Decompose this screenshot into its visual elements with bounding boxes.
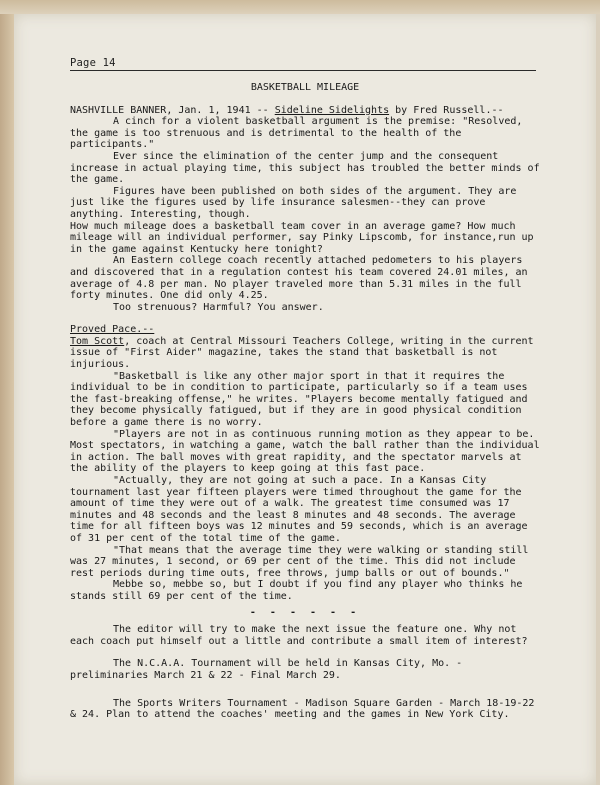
- paragraph: An Eastern college coach recently attached pedometers to his players and discovered that in a regulation contest his team covered 24.01 miles, an average of 4.8 per man. No player traveled more than 5.31 miles in the full forty minutes. One did only 4.25.: [70, 255, 528, 302]
- note-paragraph: The N.C.A.A. Tournament will be held in Kansas City, Mo. - preliminaries March 21 & 22 - Final March 29.: [70, 658, 463, 681]
- section-divider: - - - - - -: [249, 606, 361, 618]
- spacer: [70, 647, 540, 658]
- note-paragraph: The Sports Writers Tournament - Madison Square Garden - March 18-19-22 & 24. Plan to attend the coaches' meeting and the games in New York City.: [70, 697, 535, 721]
- section2-heading-line: [70, 324, 540, 336]
- section2-heading: Proved Pace.--: [70, 324, 155, 336]
- column-name: Sideline Sidelights: [274, 104, 390, 116]
- paragraph: "Actually, they are not going at such a pace. In a Kansas City tournament last year fifteen players were timed throughout the game for the amount of time they were out of a walk. The greatest time consumed was 17 minutes and 48 seconds and the least 8 minutes and 48 seconds. The average time for all fifteen boys was 12 minutes and 59 seconds, which is an average of 31 per cent of the total time of the game.: [70, 475, 528, 544]
- article-title: BASKETBALL MILEAGE: [250, 82, 360, 93]
- note-paragraph: The editor will try to make the next issue the feature one. Why not each coach put himself out a little and contribute a small item of interest?: [70, 624, 528, 647]
- source-name: NASHVILLE BANNER, Jan. 1, 1941 --: [70, 104, 269, 116]
- header-rule: [70, 70, 536, 71]
- article-body: [70, 82, 540, 721]
- paragraph: Mebbe so, mebbe so, but I doubt if you find any player who thinks he stands still 69 per cent of the time.: [70, 579, 523, 602]
- paragraph: A cinch for a violent basketball argument is the premise: "Resolved, the game is too strenuous and is detrimental to the health of the participants.": [70, 116, 523, 151]
- page-top-edge: [0, 0, 600, 14]
- byline: by Fred Russell.--: [395, 104, 504, 116]
- paragraph: Too strenuous? Harmful? You answer.: [113, 301, 324, 313]
- section1-source-line: [70, 105, 540, 117]
- page-number: Page 14: [70, 57, 116, 69]
- spacer: [70, 682, 540, 698]
- section2-lead: [70, 336, 540, 371]
- paragraph: How much mileage does a basketball team cover in an average game? How much mileage will an individual performer, say Pinky Lipscomb, for instance,run up in the game against Kentucky here tonight?: [70, 220, 534, 255]
- spacer: [70, 313, 540, 324]
- paragraph: "That means that the average time they were walking or standing still was 27 minutes, 1 second, or 69 per cent of the time. This did not include rest periods during time outs, free throws, jump balls or out of bounds.": [70, 544, 529, 579]
- paragraph: "Players are not in as continuous running motion as they appear to be. Most spectators, in watching a game, watch the ball rather than the individual in action. The ball moves with great rapidity, and the spectator marvels at the ability of the players to keep going at this fast pace.: [70, 428, 540, 475]
- lead-text: , coach at Central Missouri Teachers College, writing in the current issue of "First Aider" magazine, takes the stand that basketball is not injurious.: [70, 335, 534, 371]
- paragraph: Ever since the elimination of the center jump and the consequent increase in actual playing time, this subject has troubled the better minds of the game.: [70, 150, 540, 186]
- page-binding-edge: [0, 14, 14, 785]
- lead-name: Tom Scott: [70, 335, 125, 347]
- page-header: [70, 57, 540, 69]
- paragraph: "Basketball is like any other major sport in that it requires the individual to be in condition to participate, particularly so if a team uses the fast-breaking offense," he writes. "Players become mentally fatigued and they become physically fatigued, but if they are in good physical condition before a game there is no worry.: [70, 370, 528, 429]
- paragraph: Figures have been published on both sides of the argument. They are just like the figures used by life insurance salesmen--they can prove anything. Interesting, though.: [70, 185, 517, 220]
